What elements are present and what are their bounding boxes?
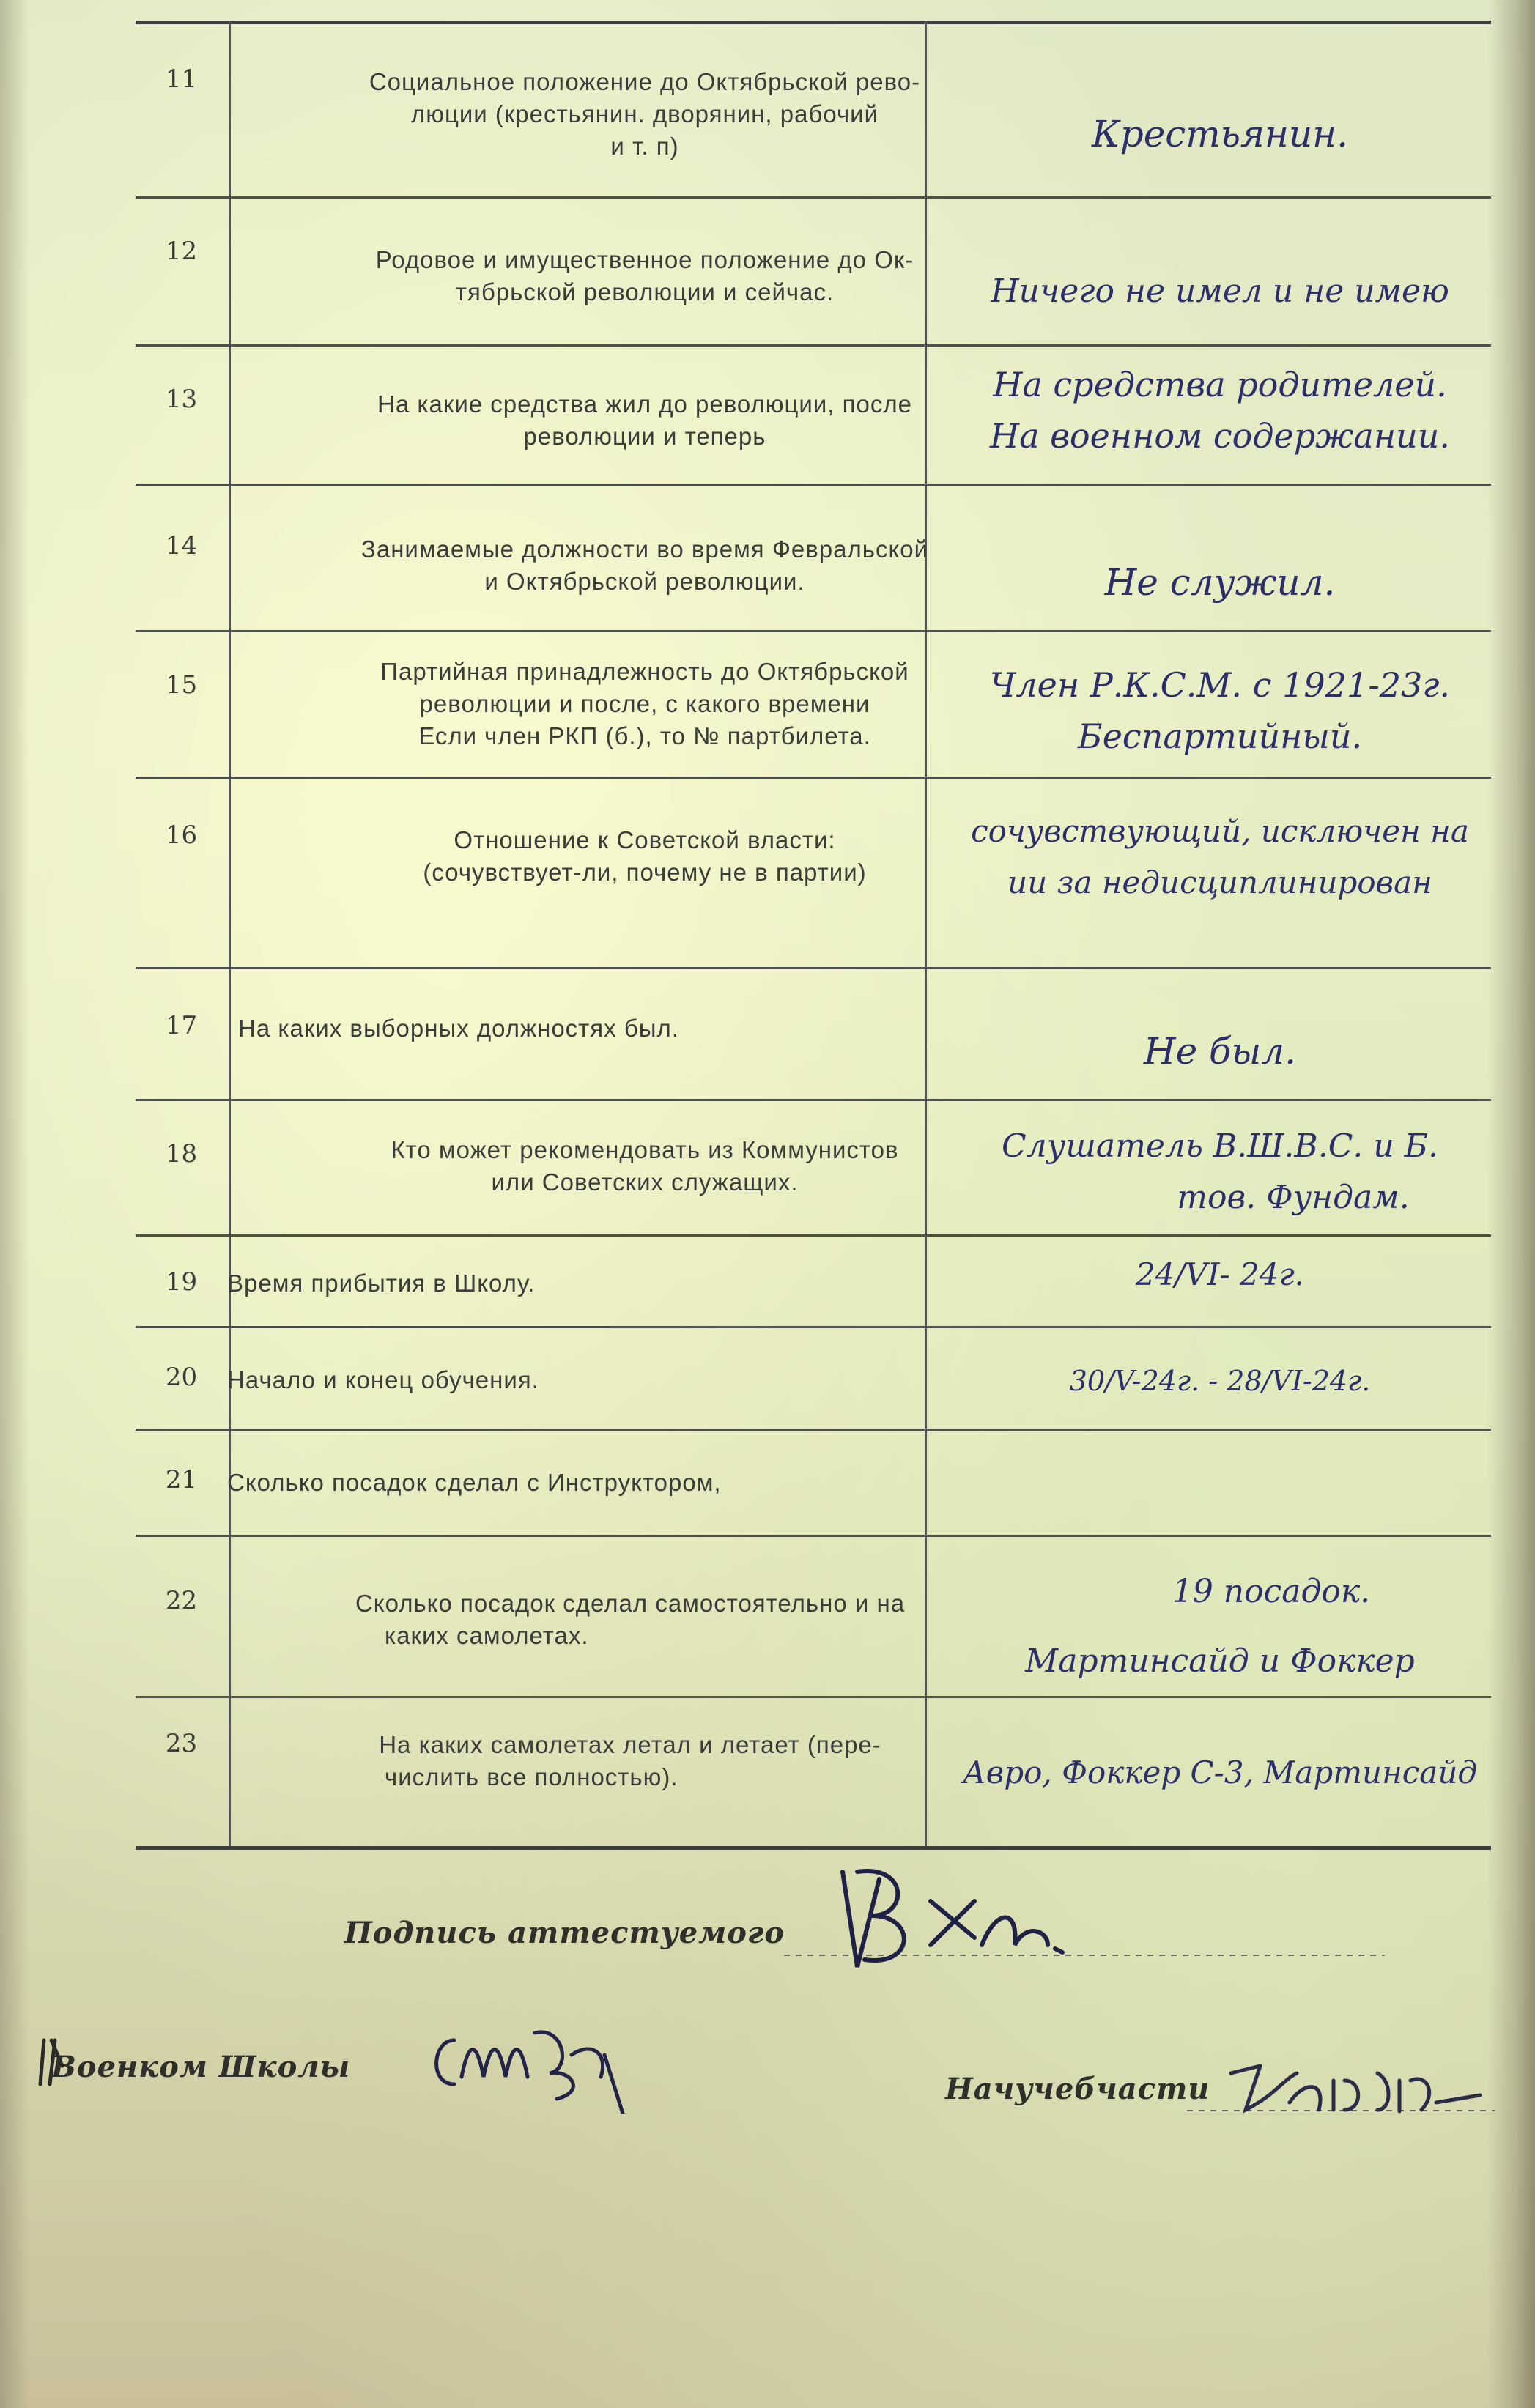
answer-line: Не был. [1143,1030,1297,1073]
answer-line: 19 посадок. [1172,1573,1371,1610]
attested-signature-label: Подпись аттестуемого [344,1916,785,1950]
question-line: и т. п) [610,133,679,160]
row-number: 21 [165,1465,198,1494]
question-line: Занимаемые должности во время Февральской [360,536,929,563]
answer-line: Член Р.К.С.М. с 1921-23г. [989,665,1451,705]
row-question [238,656,1051,752]
question-line: Социальное положение до Октябрьской рево- [369,68,921,95]
row-answer [934,1557,1506,1696]
table-row [136,967,1491,1099]
question-line: Начало и конец обучения. [227,1366,539,1393]
table-row [136,630,1491,777]
answer-line: ии за недисциплинирован [1007,864,1432,900]
table-row [136,196,1491,344]
table-row [136,1429,1491,1535]
row-question [223,1588,1037,1652]
row-question [227,1467,901,1499]
question-line: каких самолетах. [385,1622,589,1649]
row-question [238,388,1051,453]
answer-line: тов. Фундам. [1177,1179,1410,1216]
question-line: (сочувствует-ли, почему не в партии) [423,859,867,886]
table-row [136,1696,1491,1846]
row-answer [934,1249,1506,1300]
answer-line: Слушатель В.Ш.В.С. и Б. [1002,1127,1438,1165]
voenkom-signature-scribble [425,2011,645,2114]
row-number: 22 [165,1586,198,1615]
table-row [136,777,1491,967]
nachuch-signature-scribble [1216,2051,1495,2132]
question-line: Партийная принадлежность до Октябрьской [380,658,909,685]
answer-line: Не служил. [1104,561,1336,604]
row-answer [934,806,1506,908]
answer-line: 30/V-24г. - 28/VI-24г. [1069,1365,1371,1397]
question-line: революции и теперь [523,423,766,450]
answer-line: На средства родителей. [993,365,1447,404]
question-line: Если член РКП (б.), то № партбилета. [418,722,871,749]
question-line: Сколько посадок сделал с Инструктором, [227,1469,722,1496]
row-question [238,824,1051,889]
question-line: На каких выборных должностях был. [238,1015,679,1042]
row-answer [934,1121,1506,1223]
page-shadow-left [0,0,29,2408]
row-number: 15 [165,670,198,700]
table-row [136,1326,1491,1429]
question-line: числить все полностью). [385,1763,678,1790]
row-number: 11 [165,64,198,94]
row-number: 14 [165,531,198,560]
answer-line: Беспартийный. [1077,716,1363,756]
attested-signature-scribble [828,1857,1077,1982]
row-question [238,66,1051,163]
row-answer [934,1026,1506,1077]
row-question [238,1012,766,1045]
row-question [238,1134,1051,1199]
row-answer [934,359,1506,462]
voenkom-signature-label: Военком Школы [51,2050,351,2084]
row-question [227,1267,696,1300]
table-row [136,344,1491,484]
answer-line: сочувствующий, исключен на [971,813,1469,849]
table-row [136,1535,1491,1696]
question-line: Сколько посадок сделал самостоятельно и на [355,1590,906,1617]
row-answer [934,557,1506,608]
row-question [238,244,1051,308]
row-answer [934,1747,1506,1798]
question-line: и Октябрьской революции. [484,568,805,595]
question-line: Отношение к Советской власти: [454,826,836,853]
question-line: На каких самолетах летал и летает (пере- [379,1731,881,1758]
question-line: Кто может рекомендовать из Коммунистов [391,1136,899,1163]
row-number: 16 [165,820,198,850]
voenkom-prefix-mark [37,2037,66,2088]
row-answer [934,659,1506,762]
table-row [136,21,1491,196]
row-number: 12 [165,237,198,266]
row-number: 20 [165,1363,198,1392]
answer-line: На военном содержании. [989,416,1451,456]
row-answer [934,266,1506,317]
question-line: революции и после, с какого времени [419,690,870,717]
answer-line: Ничего не имел и не имею [991,273,1449,310]
answer-line: Мартинсайд и Фоккер [1025,1642,1415,1680]
table-bottom-border [136,1846,1491,1850]
row-question [227,1364,696,1396]
answer-line: Авро, Фоккер С-3, Мартинсайд [963,1755,1477,1790]
question-line: или Советских служащих. [491,1168,799,1196]
nachuch-signature-label: Начучебчасти [945,2072,1210,2106]
row-answer [934,108,1506,160]
question-line: люции (крестьянин. дворянин, рабочий [410,100,879,127]
answer-line: 24/VI- 24г. [1135,1256,1305,1292]
table-row [136,1099,1491,1234]
table-row [136,484,1491,630]
question-line: тябрьской революции и сейчас. [455,278,835,305]
row-number: 19 [165,1267,198,1297]
table-row [136,1234,1491,1326]
answer-line: Крестьянин. [1092,113,1348,155]
row-number: 17 [165,1011,198,1040]
row-question [238,533,1051,598]
row-number: 18 [165,1139,198,1168]
row-question [223,1729,1037,1793]
row-number: 13 [165,385,198,414]
row-answer [934,1355,1506,1407]
row-number: 23 [165,1729,198,1758]
question-line: Время прибытия в Школу. [227,1270,536,1297]
question-line: На какие средства жил до революции, после [377,390,912,418]
question-line: Родовое и имущественное положение до Ок- [375,246,914,273]
